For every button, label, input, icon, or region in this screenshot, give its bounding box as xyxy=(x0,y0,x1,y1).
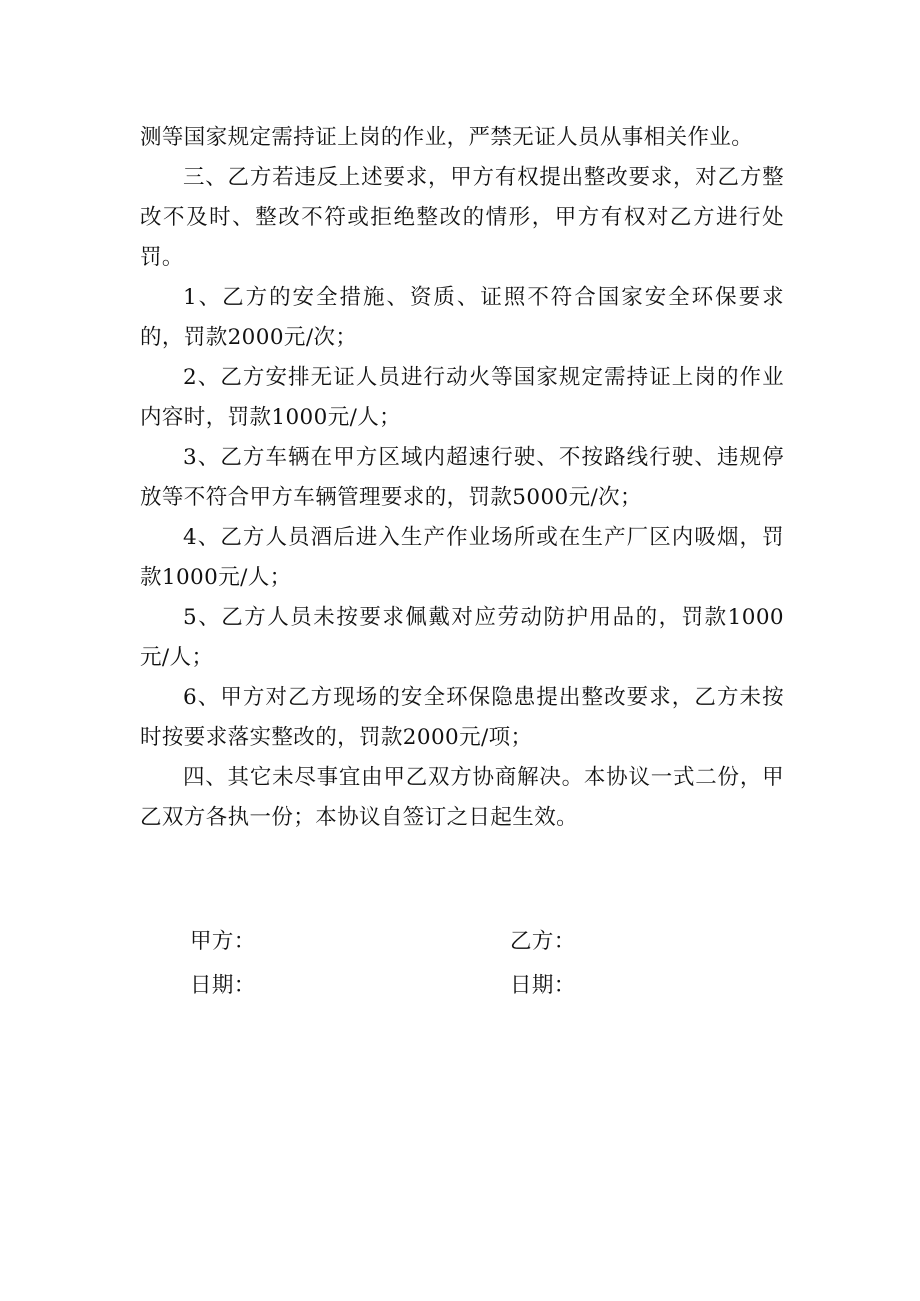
paragraph-penalty-1: 1、乙方的安全措施、资质、证照不符合国家安全环保要求的，罚款2000元/次； xyxy=(140,285,784,350)
signature-row-dates xyxy=(190,961,710,1005)
paragraph-penalty-5: 5、乙方人员未按要求佩戴对应劳动防护用品的，罚款1000元/人； xyxy=(140,605,784,670)
paragraph-penalty-2: 2、乙方安排无证人员进行动火等国家规定需持证上岗的作业内容时，罚款1000元/人； xyxy=(140,365,784,430)
date-a-label: 日期： xyxy=(190,972,256,998)
paragraph-clause-four: 四、其它未尽事宜由甲乙双方协商解决。本协议一式二份，甲乙双方各执一份；本协议自签订之日起生效。 xyxy=(140,765,784,830)
paragraph-penalty-3: 3、乙方车辆在甲方区域内超速行驶、不按路线行驶、违规停放等不符合甲方车辆管理要求的，罚款5000元/次； xyxy=(140,445,784,510)
date-b-label: 日期： xyxy=(510,972,576,998)
paragraph-continuation: 测等国家规定需持证上岗的作业，严禁无证人员从事相关作业。 xyxy=(140,125,754,150)
paragraph-clause-three: 三、乙方若违反上述要求，甲方有权提出整改要求，对乙方整改不及时、整改不符或拒绝整改的情形，甲方有权对乙方进行处罚。 xyxy=(140,165,784,270)
party-b-label: 乙方： xyxy=(510,928,576,954)
paragraph-penalty-6: 6、甲方对乙方现场的安全环保隐患提出整改要求，乙方未按时按要求落实整改的，罚款2000元/项； xyxy=(140,685,784,750)
document-body xyxy=(140,118,784,838)
paragraph-penalty-4: 4、乙方人员酒后进入生产作业场所或在生产厂区内吸烟，罚款1000元/人； xyxy=(140,525,784,590)
party-a-label: 甲方： xyxy=(190,928,256,954)
signature-row-parties xyxy=(190,917,710,961)
signature-block xyxy=(190,917,710,1005)
